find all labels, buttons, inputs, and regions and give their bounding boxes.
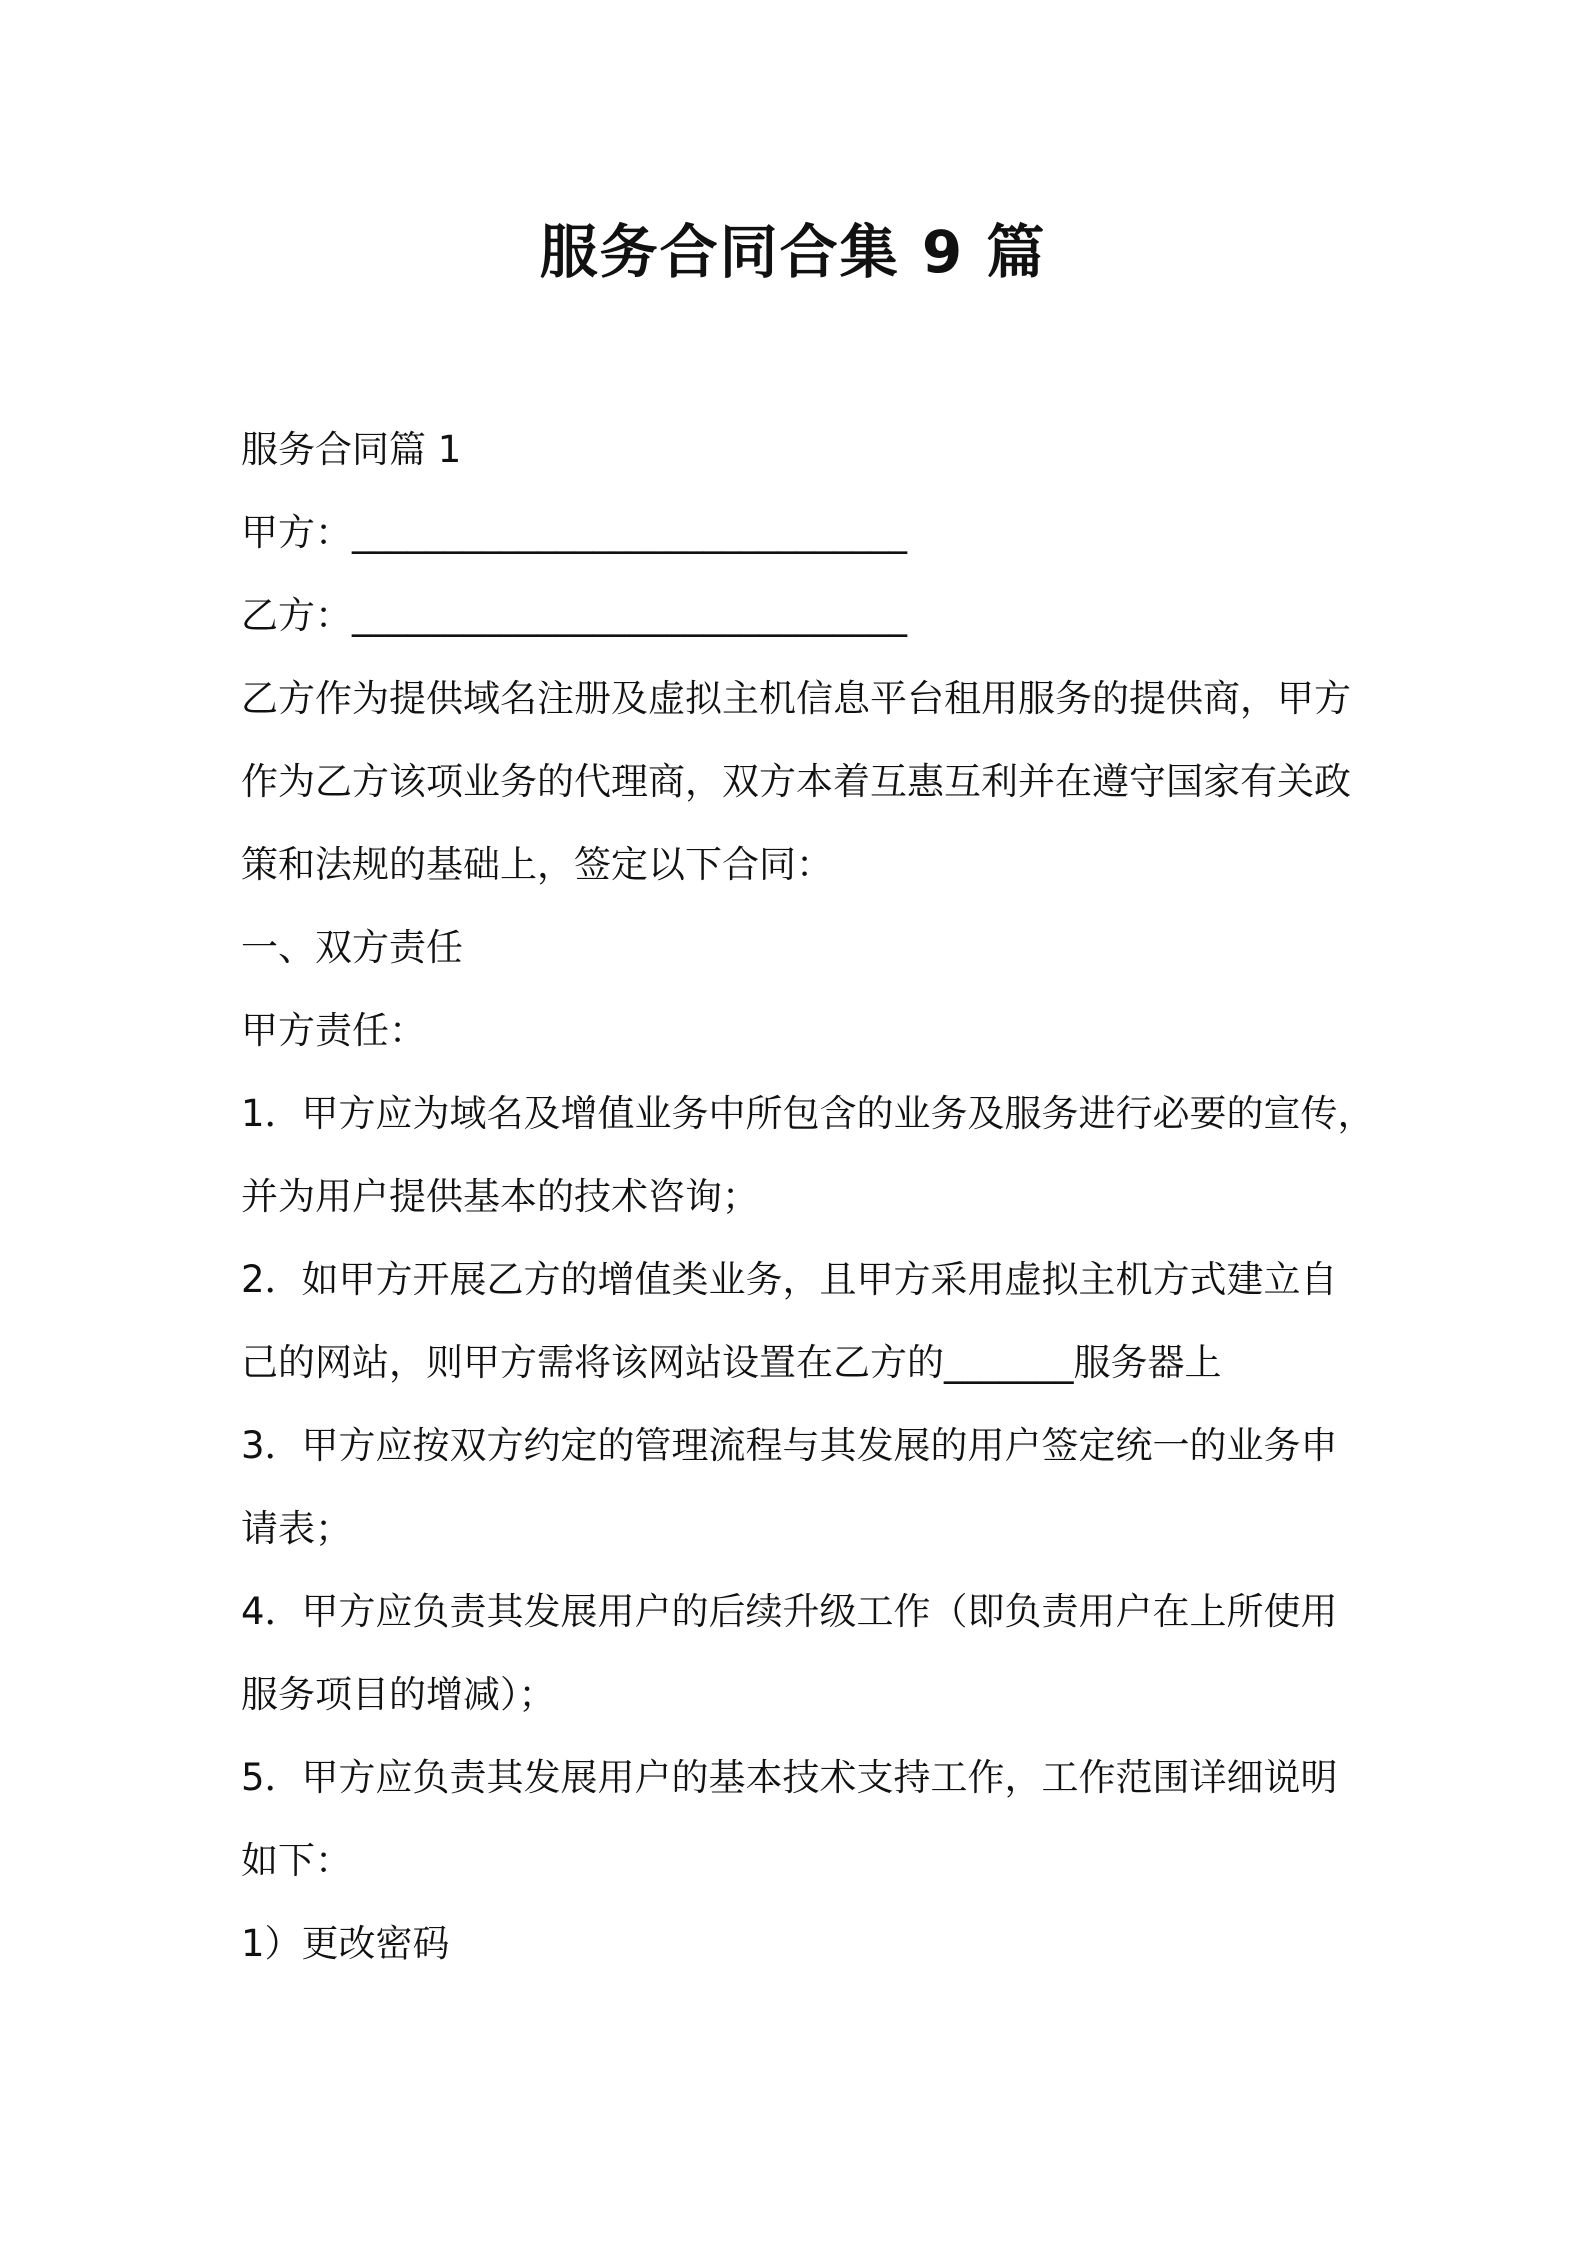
clause-heading: 一、双方责任 xyxy=(241,926,463,969)
party-b-line: 乙方：______________________________ xyxy=(241,594,907,637)
clause-item-line: 4．甲方应负责其发展用户的后续升级工作（即负责用户在上所使用 xyxy=(241,1590,1338,1633)
clause-item-line: 2．如甲方开展乙方的增值类业务，且甲方采用虚拟主机方式建立自 xyxy=(241,1258,1338,1301)
clause-item-line: 3．甲方应按双方约定的管理流程与其发展的用户签定统一的业务申 xyxy=(241,1424,1338,1467)
preamble-line: 策和法规的基础上，签定以下合同： xyxy=(241,843,833,886)
clause-item-line: 请表； xyxy=(241,1507,352,1550)
clause-item-line: 5．甲方应负责其发展用户的基本技术支持工作，工作范围详细说明 xyxy=(241,1756,1338,1799)
clause-item-line: 己的网站，则甲方需将该网站设置在乙方的_______服务器上 xyxy=(241,1341,1222,1384)
section-heading: 服务合同篇 1 xyxy=(241,428,462,471)
clause-item-line: 1．甲方应为域名及增值业务中所包含的业务及服务进行必要的宣传， xyxy=(241,1092,1375,1135)
document-title: 服务合同合集 9 篇 xyxy=(539,218,1047,286)
clause-item-line: 服务项目的增减）； xyxy=(241,1673,556,1716)
subsection-heading: 甲方责任： xyxy=(241,1009,426,1052)
sub-item-line: 1）更改密码 xyxy=(241,1922,450,1965)
party-a-line: 甲方：______________________________ xyxy=(241,511,907,554)
document-body xyxy=(241,408,1381,1985)
preamble-line: 乙方作为提供域名注册及虚拟主机信息平台租用服务的提供商，甲方 xyxy=(241,677,1351,720)
clause-item-line: 如下： xyxy=(241,1839,352,1882)
clause-item-line: 并为用户提供基本的技术咨询； xyxy=(241,1175,759,1218)
preamble-line: 作为乙方该项业务的代理商，双方本着互惠互利并在遵守国家有关政 xyxy=(241,760,1351,803)
